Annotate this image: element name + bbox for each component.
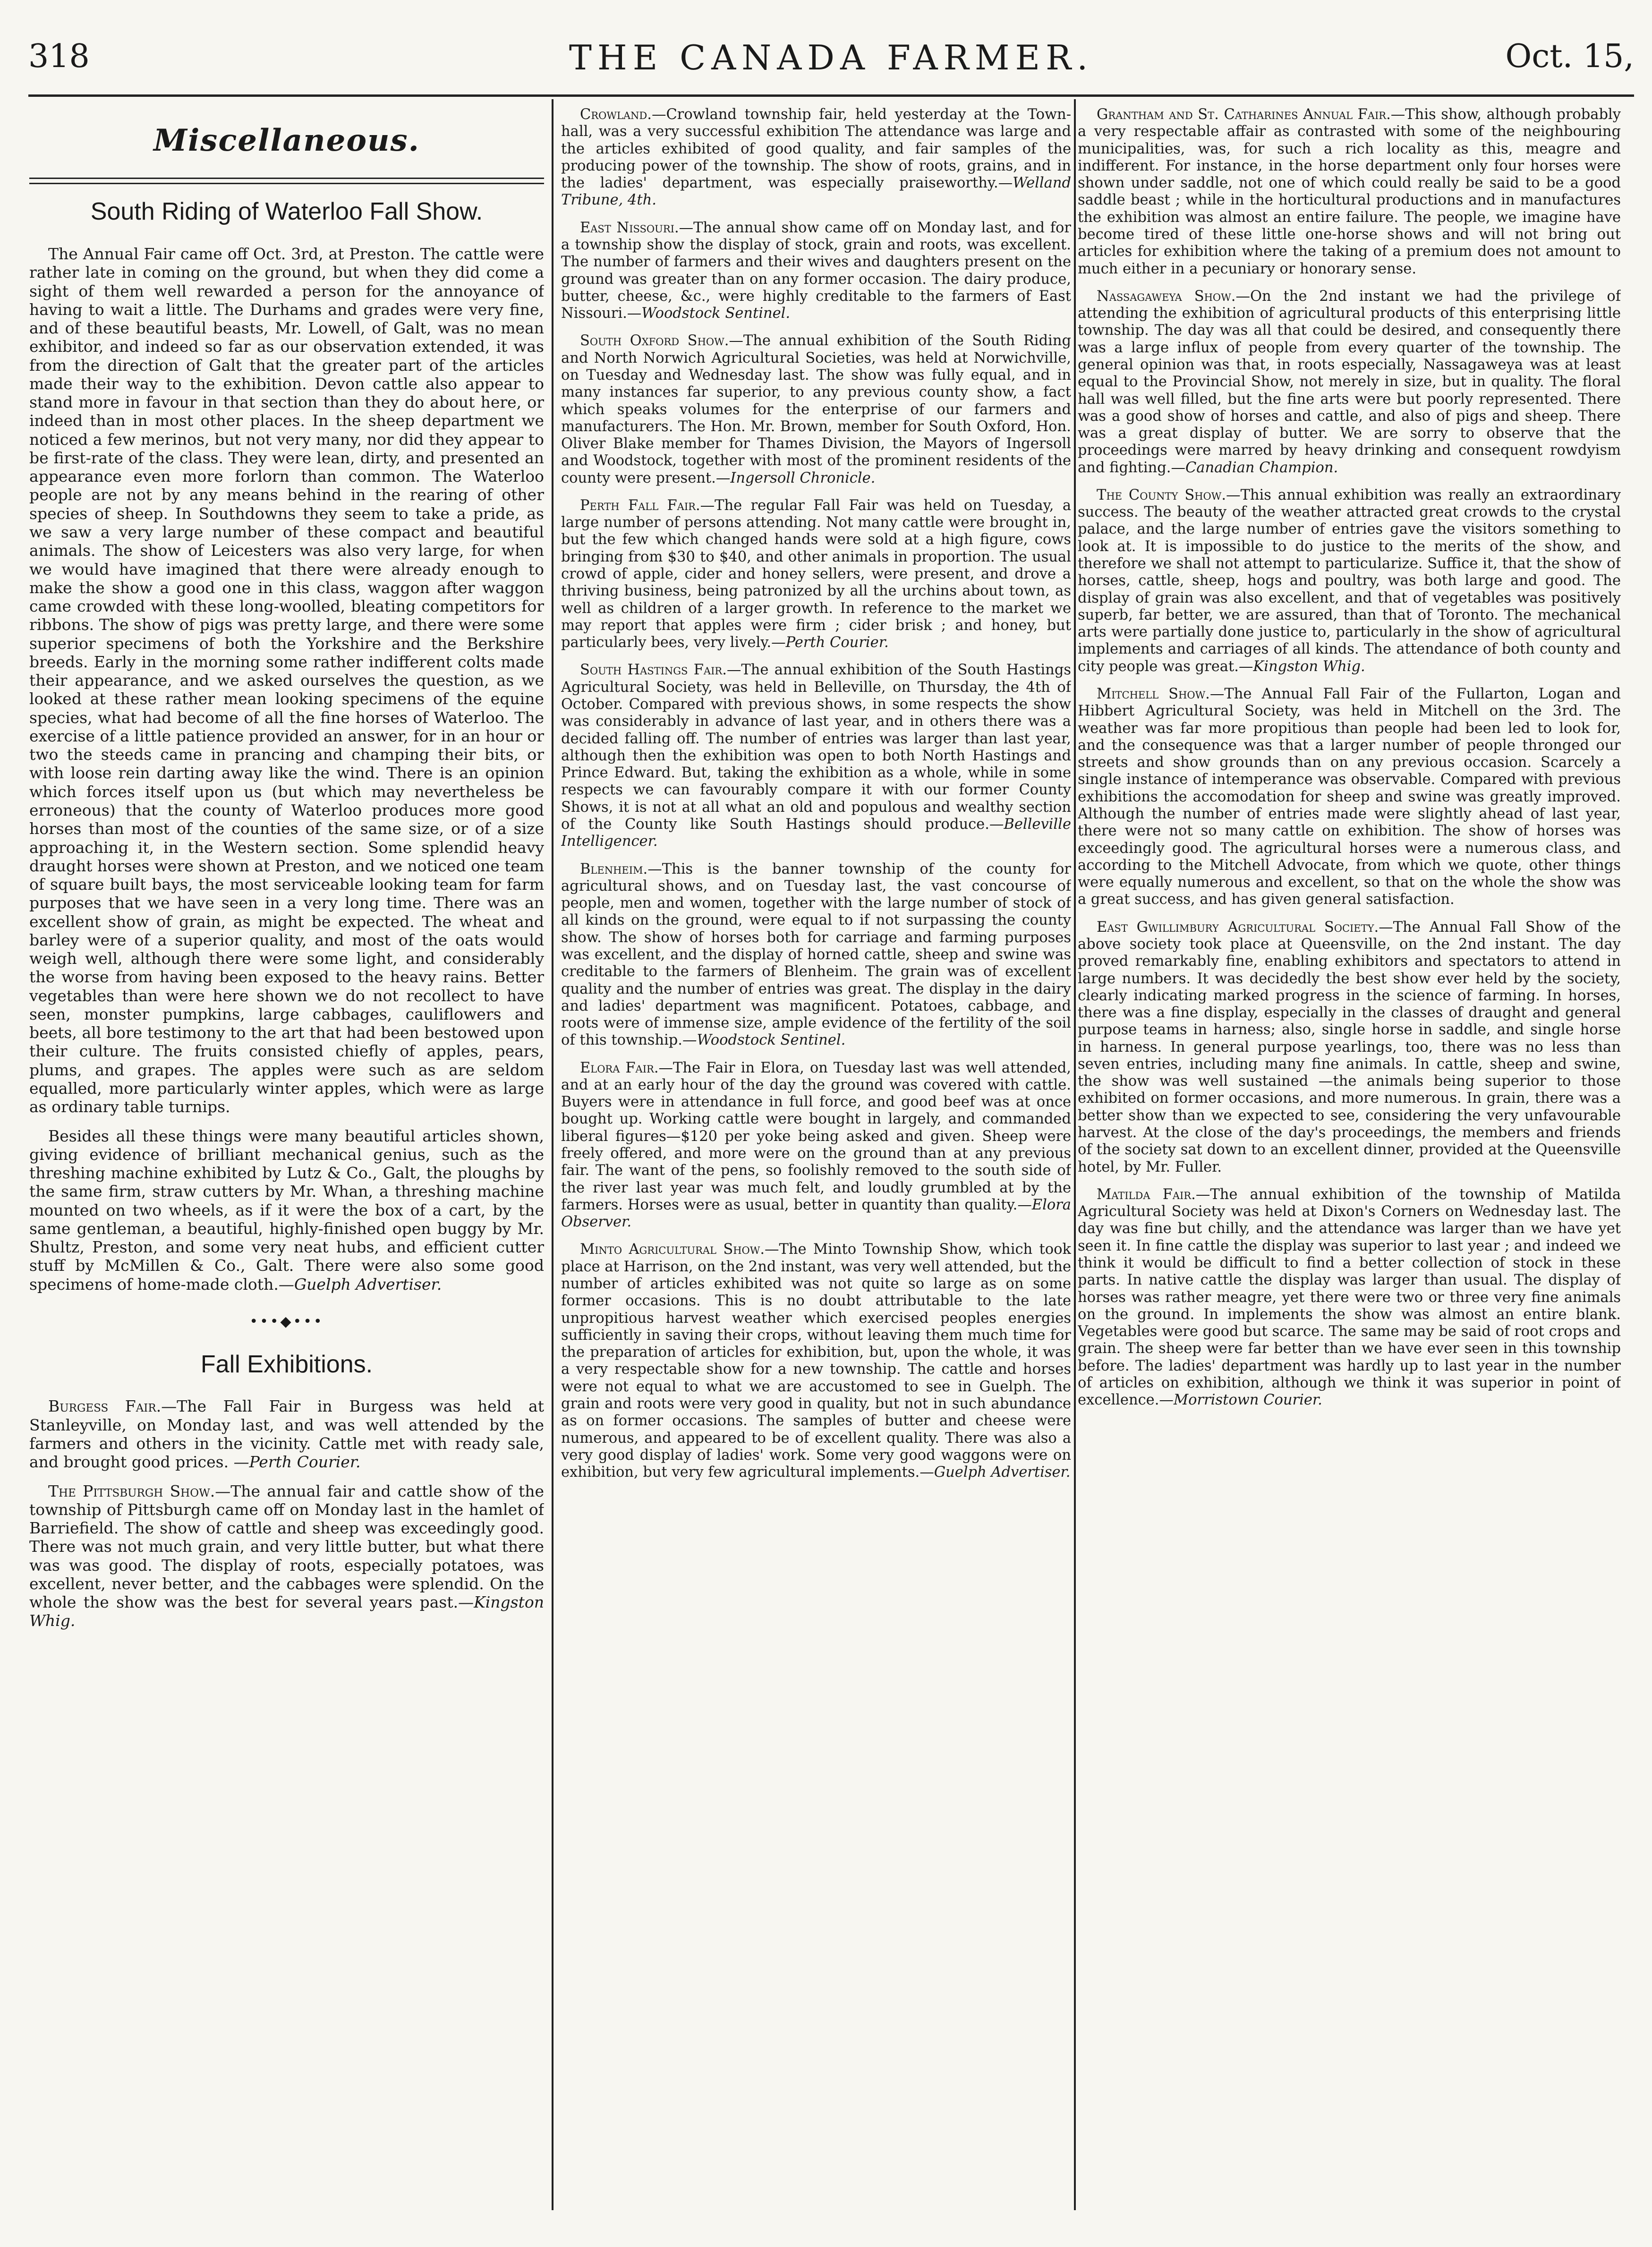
article-paragraph: The County Show.—This annual exhibition was really an extraordinary success. The beauty of the weather attracted great crowds to the crystal palace, and the large number of entries gave the visitors something to look at. It is impossible to do justice to the merits of the show, and therefore we shall not attempt to particularize. Suffice it, that the show of horses, cattle, sheep, hogs and poultry, was both large and good. The display of grain was also excellent, and that of vegetables was positively superb, far better, we are assured, than that of Toronto. The mechanical arts were partially done justice to, particularly in the show of agricultural implements and carriages of all kinds. The attendance of both county and city people was great.—Kingston Whig.	[1078, 486, 1621, 675]
item-heading: Blenheim.	[580, 860, 648, 877]
column-1	[29, 106, 544, 2203]
source-credit: —Morristown Courier.	[1159, 1392, 1322, 1409]
article-paragraph: South Oxford Show.—The annual exhibition of the South Riding and North Norwich Agricultural Societies, was held at Norwichville, on Tuesday and Wednesday last. The show was fully equal, and in many instances far superior, to any previous county show, a fact which speaks volumes for the enterprise of our farmers and manufacturers. The Hon. Mr. Brown, member for South Oxford, Hon. Oliver Blake member for Thames Division, the Mayors of Ingersoll and Woodstock, together with most of the prominent residents of the county were present.—Ingersoll Chronicle.	[561, 332, 1071, 486]
item-heading: East Gwillimbury Agricultural Society.	[1097, 919, 1379, 936]
article-paragraph: East Nissouri.—The annual show came off on Monday last, and for a township show the display of stock, grain and roots, was excellent. The number of farmers and their wives and daughters present on the ground was greater than on any former occasion. The dairy produce, butter, cheese, &c., were highly creditable to the farmers of East Nissouri.—Woodstock Sentinel.	[561, 219, 1071, 322]
source-credit: —Guelph Advertiser.	[278, 1275, 442, 1294]
article-paragraph: Matilda Fair.—The annual exhibition of the township of Matilda Agricultural Society was held at Dixon's Corners on Wednesday last. The day was fine but chilly, and the attendance was larger than we have yet seen it. In fine cattle the display was superior to last year ; and indeed we think it would be difficult to find a better collection of stock in these parts. In native cattle the display was larger than usual. The display of horses was rather meagre, yet there were two or three very fine animals on the ground. In implements the show was almost an entire blank. Vegetables were good but scarce. The same may be said of root crops and grain. The sheep were far better than we have ever seen in this township before. The ladies' department was hardly up to last year in the number of articles on exhibition, although we think it was superior in point of excellence.—Morristown Courier.	[1078, 1186, 1621, 1409]
source-credit: —Guelph Advertiser.	[920, 1464, 1071, 1481]
article-paragraph: Minto Agricultural Show.—The Minto Township Show, which took place at Harrison, on the 2nd instant, was very well attended, but the number of articles exhibited was not quite so large as on some former occasions. This is no doubt attributable to the late unpropitious harvest weather which exercised peoples energies sufficiently in saving their crops, without leaving them much time for the preparation of articles for exhibition, but, upon the whole, it was a very respectable show for a new township. The cattle and horses were not equal to what we are accustomed to see in Guelph. The grain and roots were very good in quality, but not in such abundance as on former occasions. The samples of butter and cheese were numerous, and appeared to be of excellent quality. There was also a very good display of ladies' work. Some very good waggons were on exhibition, but very few agricultural implements.—Guelph Advertiser.	[561, 1241, 1071, 1481]
article-paragraph: Besides all these things were many beautiful articles shown, giving evidence of brilliant mechanical genius, such as the threshing machine exhibited by Lutz & Co., Galt, the ploughs by the same firm, straw cutters by Mr. Whan, a threshing machine mounted on two wheels, as if it were the box of a cart, by the same gentleman, a beautiful, highly-finished open buggy by Mr. Shultz, Preston, and some very neat hubs, and efficient cutter stuff by McMillen & Co., Galt. There were also some good specimens of home-made cloth.—Guelph Advertiser.	[29, 1126, 544, 1294]
source-credit: —Belleville Intelligencer.	[561, 816, 1071, 850]
page-number: 318	[28, 38, 90, 75]
publication-title: THE CANADA FARMER.	[569, 38, 1094, 77]
source-credit: —Perth Courier.	[771, 634, 889, 651]
item-heading: South Hastings Fair.	[580, 662, 727, 679]
item-heading: Burgess Fair.	[48, 1397, 162, 1416]
item-heading: Elora Fair.	[580, 1059, 659, 1076]
item-heading: Crowland.	[580, 106, 652, 123]
issue-date: Oct. 15,	[1505, 38, 1634, 75]
double-rule	[29, 178, 544, 184]
item-heading: Perth Fall Fair.	[580, 497, 700, 514]
column-3	[1078, 106, 1621, 2208]
page-header	[28, 38, 1634, 90]
source-credit: —Elora Observer.	[561, 1196, 1071, 1231]
article-paragraph: The Pittsburgh Show.—The annual fair and cattle show of the township of Pittsburgh came off on Monday last in the hamlet of Barriefield. The show of cattle and sheep was exceedingly good. There was not much grain, and very little butter, but what there was was good. The display of roots, especially potatoes, was excellent, never better, and the cabbages were splendid. On the whole the show was the best for several years past.—Kingston Whig.	[29, 1481, 544, 1630]
article-paragraph: Blenheim.—This is the banner township of the county for agricultural shows, and on Tuesday last, the vast concourse of people, men and women, together with the large number of stock of all kinds on the ground, were equal to if not surpassing the county show. The show of horses both for carriage and farming purposes was excellent, and the display of horned cattle, sheep and swine was creditable to the farmers of Blenheim. The grain was of excellent quality and the number of entries was great. The display in the dairy and ladies' department was magnificent. Potatoes, cabbage, and roots were of immense size, ample evidence of the fertility of the soil of this township.—Woodstock Sentinel.	[561, 860, 1071, 1049]
article-paragraph: Grantham and St. Catharines Annual Fair.—This show, although probably a very respectable affair as contrasted with some of the neighbouring municipalities, was, for such a rich locality as this, meagre and indifferent. For instance, in the horse department only four horses were shown under saddle, not one of which could really be said to be a good saddle beast ; while in the horticultural productions and in manufactures the exhibition was almost an entire failure. The people, we imagine have become tired of these little one-horse shows and will not bring out articles for exhibition where the taking of a premium does not amount to much either in a pecuniary or honorary sense.	[1078, 106, 1621, 277]
article-title: South Riding of Waterloo Fall Show.	[90, 198, 483, 226]
article-title: Fall Exhibitions.	[200, 1350, 373, 1378]
item-heading: The Pittsburgh Show.	[48, 1481, 215, 1500]
source-credit: —Woodstock Sentinel.	[682, 1032, 846, 1049]
source-credit: —Woodstock Sentinel.	[627, 305, 791, 322]
source-credit: —Ingersoll Chronicle.	[715, 469, 876, 486]
item-heading: Minto Agricultural Show.	[580, 1241, 765, 1258]
article-paragraph: Crowland.—Crowland township fair, held yesterday at the Town-hall, was a very successful exhibition The attendance was large and the articles exhibited of good quality, and fair samples of the producing power of the township. The show of roots, grains, and in the ladies' department, was especially praiseworthy.—Welland Tribune, 4th.	[561, 106, 1071, 209]
source-credit: —Canadian Champion.	[1171, 459, 1338, 476]
item-heading: Nassagaweya Show.	[1097, 288, 1236, 305]
column-2	[561, 106, 1071, 2208]
source-credit: —Kingston Whig.	[1238, 658, 1365, 675]
column-rule	[1074, 99, 1076, 2210]
article-paragraph: Elora Fair.—The Fair in Elora, on Tuesday last was well attended, and at an early hour of the day the ground was covered with cattle. Buyers were in attendance in full force, and good beef was at once bought up. Working cattle were bought in largely, and commanded liberal figures—$120 per yoke being asked and given. Sheep were freely offered, and more were on the ground than at any previous fair. The want of the pens, so foolishly removed to the south side of the river last year was much felt, and loudly grumbled at by the farmers. Horses were as usual, better in quantity than quality.—Elora Observer.	[561, 1059, 1071, 1231]
item-heading: South Oxford Show.	[580, 332, 729, 349]
article-paragraph: Mitchell Show.—The Annual Fall Fair of the Fullarton, Logan and Hibbert Agricultural Society, was held in Mitchell on the 3rd. The weather was far more propitious than people had been led to look for, and the consequence was that a larger number of people thronged our streets and show grounds than on any previous occasion. Scarcely a single instance of intemperance was observable. Compared with previous exhibitions the accomodation for sheep and swine was greatly improved. Although the number of entries made were slightly ahead of last year, there were not so many cattle on exhibition. The show of horses was exceedingly good. The agricultural horses were a numerous class, and according to the Mitchell Advocate, from which we quote, other things were equally numerous and excellent, so that on the whole the show was a great success, and has given general satisfaction.	[1078, 686, 1621, 908]
article-paragraph: Perth Fall Fair.—The regular Fall Fair was held on Tuesday, a large number of persons attending. Not many cattle were brought in, but the few which changed hands were sold at a high figure, cows bringing from $30 to $40, and other animals in proportion. The usual crowd of apple, cider and honey sellers, were present, and drove a thriving business, being patronized by all the urchins about town, as well as children of a larger growth. In reference to the market we may report that apples were firm ; cider brisk ; and honey, but particularly bees, very lively.—Perth Courier.	[561, 497, 1071, 651]
item-heading: Matilda Fair.	[1097, 1186, 1196, 1203]
article-paragraph: The Annual Fair came off Oct. 3rd, at Preston. The cattle were rather late in coming on the ground, but when they did come a sight of them well rewarded a person for the annoyance of having to wait a little. The Durhams and grades were very fine, and of these beautiful beasts, Mr. Lowell, of Galt, was no mean exhibitor, and indeed so far as our observation extended, it was from the direction of Galt that the greater part of the articles made their way to the exhibition. Devon cattle also appear to stand more in favour in that section than they do about here, or indeed than in most other places. In the sheep department we noticed a few merinos, but not very many, nor did they appear to be first-rate of the class. They were lean, dirty, and presented an appearance even more forlorn than common. The Waterloo people are not by any means behind in the rearing of other species of sheep. In Southdowns they seem to take a pride, as we saw a very large number of these compact and beautiful animals. The show of Leicesters was also very large, for when we would have imagined that there were already enough to make the show a good one in this class, waggon after waggon came crowded with these long-woolled, bleating competitors for ribbons. The show of pigs was pretty large, and there were some superior specimens of both the Yorkshire and the Berkshire breeds. Early in the morning some rather indifferent colts made their appearance, and we asked ourselves the question, as we looked at these rather mean looking specimens of the equine species, what had become of all the fine horses of Waterloo. The exercise of a little patience provided an answer, for in an hour or two the steeds came in prancing and champing their bits, or with loose rein darting away like the wind. There is an opinion which forces itself upon us (but which may nevertheless be erroneous) that the county of Waterloo produces more good horses than most of the counties of the same size, or of a size approaching it, in the Western section. Some splendid heavy draught horses were shown at Preston, and we noticed one team of square built bays, the most serviceable looking team for farm purposes that we have seen in a very long time. There was an excellent show of grain, as might be expected. The wheat and barley were of a superior quality, and most of the oats would weigh well, although there were some light, and considerably the worse from having been exposed to the heavy rains. Better vegetables than were here shown we do not recollect to have seen, monster pumpkins, large cabbages, cauliflowers and beets, all bore testimony to the art that had been bestowed upon their culture. The fruits consisted chiefly of apples, pears, plums, and grapes. The apples were such as are seldom equalled, more particularly winter apples, which were as large as ordinary table turnips.	[29, 245, 544, 1116]
item-heading: The County Show.	[1097, 486, 1226, 503]
header-rule	[28, 94, 1634, 97]
article-paragraph: South Hastings Fair.—The annual exhibition of the South Hastings Agricultural Society, was held in Belleville, on Thursday, the 4th of October. Compared with previous shows, in some respects the show was considerably in advance of last year, and in others there was a decided falling off. The number of entries was larger than last year, although then the exhibition was open to both North Hastings and Prince Edward. But, taking the exhibition as a whole, while in some respects we can favourably compare it with our former County Shows, it is not at all what an old and populous and wealthy section of the County like South Hastings should produce.—Belleville Intelligencer.	[561, 662, 1071, 850]
item-heading: Mitchell Show.	[1097, 686, 1210, 702]
section-heading: Miscellaneous.	[153, 123, 420, 158]
article-paragraph: Nassagaweya Show.—On the 2nd instant we had the privilege of attending the exhibition of agricultural products of this enterprising little township. The day was all that could be desired, and consequently there was a large influx of people from every quarter of the township. The general opinion was that, in roots especially, Nassagaweya was at least equal to the Provincial Show, not merely in size, but in quality. The floral hall was well filled, but the fine arts were but poorly represented. There was a good show of horses and cattle, and also of pigs and sheep. There was a great display of butter. We are sorry to observe that the proceedings were marred by heavy drinking and consequent rowdyism and fighting.—Canadian Champion.	[1078, 288, 1621, 476]
source-credit: —Welland Tribune, 4th.	[561, 175, 1071, 209]
ornament-divider: •••◆•••	[249, 1313, 324, 1330]
item-heading: Grantham and St. Catharines Annual Fair.	[1097, 106, 1391, 123]
article-paragraph: Burgess Fair.—The Fall Fair in Burgess was held at Stanleyville, on Monday last, and was well attended by the farmers and others in the vicinity. Cattle met with ready sale, and brought good prices. —Perth Courier.	[29, 1397, 544, 1472]
column-rule	[552, 99, 554, 2210]
source-credit: —Kingston Whig.	[29, 1593, 544, 1630]
item-heading: East Nissouri.	[580, 219, 679, 236]
article-paragraph: East Gwillimbury Agricultural Society.—The Annual Fall Show of the above society took place at Queensville, on the 2nd instant. The day proved remarkably fine, enabling exhibitors and spectators to attend in large numbers. It was decidedly the best show ever held by the society, clearly indicating marked progress in the science of farming. In horses, there was a fine display, especially in the classes of draught and general purpose teams in harness; also, single horse in saddle, and single horse in harness. In general purpose yearlings, too, there was no less than seven entries, including many fine animals. In cattle, sheep and swine, the show was well sustained —the animals being superior to those exhibited on former occasions, and more numerous. In grain, there was a better show than we expected to see, considering the very unfavourable harvest. At the close of the day's proceedings, the members and friends of the society sat down to an excellent dinner, provided at the Queensville hotel, by Mr. Fuller.	[1078, 919, 1621, 1175]
source-credit: —Perth Courier.	[233, 1453, 361, 1472]
